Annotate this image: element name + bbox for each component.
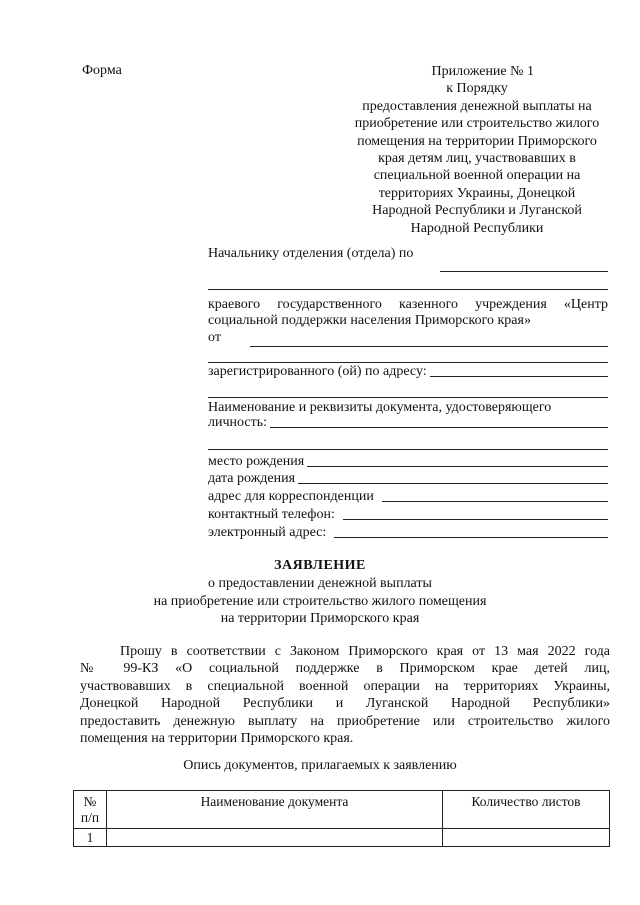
email-row xyxy=(208,523,608,541)
registered-input-line[interactable] xyxy=(430,376,608,377)
fill-line[interactable] xyxy=(208,397,608,398)
appendix-line: приобретение или строительство жилого xyxy=(354,116,600,132)
form-label: Форма xyxy=(82,63,122,78)
appendix-line: Народной Республики и Луганской xyxy=(372,203,582,219)
birthdate-row xyxy=(208,469,608,487)
id-doc-line-1: Наименование и реквизиты документа, удостоверяющего xyxy=(208,400,552,415)
inventory-title: Опись документов, прилагаемых к заявлению xyxy=(183,758,457,773)
birthplace-input-line[interactable] xyxy=(307,466,608,467)
fill-line[interactable] xyxy=(208,449,608,450)
statement-body xyxy=(80,643,610,747)
appendix-line: территориях Украины, Донецкой xyxy=(378,185,576,201)
body-line: участвовавших в специальной военной операции на территориях Украины, xyxy=(80,678,610,694)
appendix-title: Приложение № 1 xyxy=(431,64,534,79)
appendix-line: помещения на территории Приморского xyxy=(357,133,597,149)
mail-address-row xyxy=(208,487,608,505)
email-input-line[interactable] xyxy=(334,537,608,538)
id-doc-line-2: личность: xyxy=(208,415,267,430)
id-doc-input-line[interactable] xyxy=(270,427,608,428)
col-num-header xyxy=(74,791,107,829)
mail-address-label: адрес для корреспонденции xyxy=(208,489,374,504)
institution-line-2: социальной поддержки населения Приморского края» xyxy=(208,313,531,328)
from-label: от xyxy=(208,330,221,345)
fill-line[interactable] xyxy=(440,271,608,272)
statement-subtitle-2: на приобретение или строительство жилого помещения xyxy=(153,594,487,609)
row-name-cell[interactable] xyxy=(107,829,443,847)
row-sheets-cell[interactable] xyxy=(443,829,610,847)
phone-label: контактный телефон: xyxy=(208,507,335,522)
col-sheets-header: Количество листов xyxy=(443,791,610,829)
phone-input-line[interactable] xyxy=(343,519,608,520)
statement-subtitle-1: о предоставлении денежной выплаты xyxy=(208,576,432,591)
appendix-line: края детям лиц, участвовавших в xyxy=(378,151,576,167)
col-num-line-2: п/п xyxy=(80,810,100,825)
body-line: предоставить денежную выплату на приобретение или строительство жилого xyxy=(80,713,610,729)
statement-heading: ЗАЯВЛЕНИЕ xyxy=(274,558,366,573)
mail-address-input-line[interactable] xyxy=(382,501,608,502)
institution-line-1: краевого государственного казенного учреждения «Центр xyxy=(208,297,608,312)
col-name-header: Наименование документа xyxy=(107,791,443,829)
fill-line[interactable] xyxy=(208,289,608,290)
table-header-row xyxy=(74,791,610,829)
appendix-block xyxy=(338,63,616,237)
appendix-line: предоставления денежной выплаты на xyxy=(362,98,592,114)
birthdate-label: дата рождения xyxy=(208,471,296,486)
phone-row xyxy=(208,505,608,523)
row-num-cell: 1 xyxy=(74,829,107,847)
from-input-line[interactable] xyxy=(250,346,608,347)
inventory-table xyxy=(73,790,610,847)
body-line: помещения на территории Приморского края. xyxy=(80,731,354,747)
email-label: электронный адрес: xyxy=(208,525,327,540)
birthplace-label: место рождения xyxy=(208,454,305,469)
appendix-line: к Порядку xyxy=(446,81,508,97)
appendix-line: специальной военной операции на xyxy=(373,168,581,184)
birthplace-row xyxy=(208,452,608,470)
appendix-line: Народной Республики xyxy=(410,220,544,236)
addressee-to: Начальнику отделения (отдела) по xyxy=(208,246,414,261)
registered-label: зарегистрированного (ой) по адресу: xyxy=(208,364,427,379)
id-doc-row xyxy=(208,413,608,431)
registered-row xyxy=(208,362,608,380)
body-line: Прошу в соответствии с Законом Приморского края от 13 мая 2022 года xyxy=(120,644,610,659)
statement-subtitle-3: на территории Приморского края xyxy=(220,611,420,626)
body-line: Донецкой Народной Республики и Луганской Народной Республики» xyxy=(80,696,610,712)
col-num-line-1: № xyxy=(83,794,97,809)
body-line: № 99-КЗ «О социальной поддержке в Приморском крае детей лиц, xyxy=(80,661,610,677)
birthdate-input-line[interactable] xyxy=(298,483,608,484)
table-row xyxy=(74,829,610,847)
